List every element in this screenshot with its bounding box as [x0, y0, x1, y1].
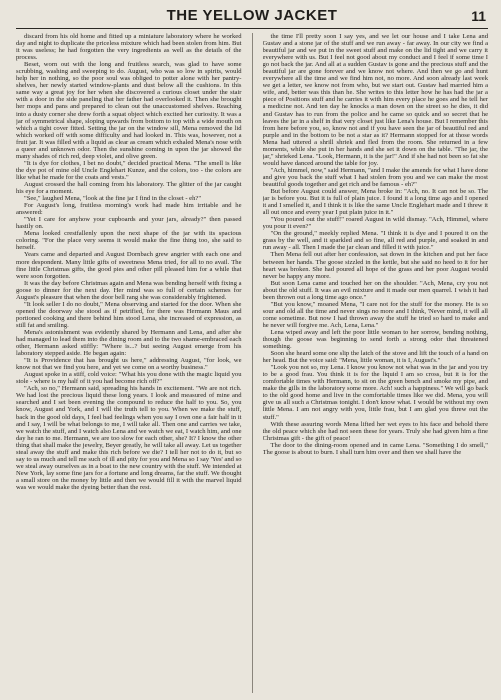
paragraph: It was the day before Christmas again and Mena was bending herself with fixing a goose to dinner for the next day. Her mind was so full of certain schemes for August's pleasure that when the door bell rang she was considerably frightened.: [16, 279, 242, 301]
right-column: [263, 33, 489, 693]
paragraph: "On the ground," meekly replied Mena. "I think it is dye and I poured it on the grass by the well, and it sparkled and so fine, all red and purple, and soaked in and run away - all. Then I made the jar clean and filled it with juice.": [262, 230, 488, 252]
paragraph: "It look seller I do no doubt," Mena observing and started for the door. When she opened the doorway she stood as if petrified, for there was Hermann Maus and portioned cooking and there behind him stood Lena, she increased of expression, as still fat and smiling.: [16, 300, 242, 329]
paragraph: the time I'll pretty soon I say yes, and we let our house and I take Lena and Gustav and a stone jar of the stuff and we run away - far away. In our city we find a beautiful jar and we put in the sweet stuff and make on the lid tight and we carry it everywhere with us. But I feel not good about my conduct and I feel if some time I go not back the jar. And all at a sudden Gustav is gone and the precious stuff and the beautiful jar are gone forever and we know not where. And then we go and hunt everywhere all the time and we find him not, no more. And soon already last week we get a letter, we know not from who, but we start out. Gustav had married him a wife, and, better was this than he. She writes to this letter how he has had the jar a piece of Positions stuff and he carries it with him every place he goes and he tell her a medicine not. And ten day he knocks a man down on the street so he dies, it did and Gustav has to run from the police and he came so quick and so secret that he leaves the jar in a shelf in that very closet just like Lena's house. But I remember this from here before you, so, know not and if you have seen the jar of beautiful red and purple and in the bottom to be not a star as it? Hermann stopped for at those words Mena had uttered a shrill shriek and fled from the room. She returned in a few moments, while she put in her hands and she set it down on the table. "The jar, the jar," shrieked Lena. "Look, Hermann, it is the jar!" And if she had not been so fat she would have danced around the table for joy.: [262, 33, 488, 167]
page-number: 11: [471, 8, 486, 24]
header-rule: [16, 28, 488, 29]
paragraph: "You poured out the stuff!" roared August in wild dismay. "Ach, Himmel, where you pour it even?": [262, 216, 488, 231]
paragraph: August crossed the hall coming from his laboratory. The glitter of the jar caught his eye for a moment.: [16, 180, 242, 196]
paragraph: For August's long, fruitless morning's work had made him irritable and he answered:: [16, 202, 242, 217]
magazine-title: THE YELLOW JACKET: [166, 7, 338, 24]
paragraph: Years came and departed and August Dornbach grew angrier with each one and more despondent. Many little gifts of sweetness Mena tried, for all to no avail. The fine little Christmas gifts, the good pies and other pill pleased him for a while that were soon forgotten.: [16, 251, 242, 280]
text-columns: [16, 33, 488, 693]
paragraph: August spoke in a stiff, cold voice: "What his you done with the magic liquid you stole - where is my half of it you had become rich off?": [16, 371, 242, 386]
paragraph: Then Mena fell out after her confession, sat down in the kitchen and put her face between her hands. The goose sizzled in the kettle, but she said no heed to it for her heart was broken. She had poured all hope of the grass and her poor August would never be happy any more.: [262, 251, 488, 280]
paragraph: "Look you not so, my Lena. I know you know not what was in the jar and you try to be a good frau. You think it is for the liquid I am so cross, but it is for the comfortable times with Hermann, to sit on the green bench and smoke my pipe, and make the gills in the laboratory some more. Ach! such a happiness." We will go back to the old good home and live in the comfortable times like we did. Mena, you will give us all such a Christmas tonight. I don't know what. I would be without my own little Mena. I am not angry with you, little frau, but I am glad you threw out the stuff.": [262, 364, 488, 421]
column-divider: [252, 33, 253, 693]
paragraph: "Yet I care for anyhow your cupboards and your jars, already?" then passed hastily on.: [16, 216, 242, 231]
running-header: [16, 6, 488, 26]
left-column: [16, 33, 242, 693]
paragraph: The door to the dining-room opened and in came Lena. "Something I do smell," The goose is about to burn. I shall turn him over and then we shall have the: [262, 441, 488, 456]
paragraph: "But you know," moaned Mena, "I care not for the stuff for the money. He is so sour and old all the time and never sings no more and I think, 'Never mind, it will all come sometime. But now I had thrown away the stuff he tried so hard to make and he never will forgive me. Ach, Lena, Lena.": [262, 300, 488, 329]
paragraph: Lena wiped away and left the poor little woman to her sorrow, bending nothing, though the goose was beginning to send forth a strong odor that threatened something.: [262, 328, 488, 351]
paragraph: Soon she heard some one slip the latch of the stove and lift the touch of a hand on her head. But the voice said: "Mena, little woman, it is I, August's.": [262, 350, 488, 365]
paragraph: But before August could answer, Mena broke in: "Ach, no. It can not be so. The jar is before you. But it is full of plain juice. I found it a long time ago and I opened it and I smelled it, and I think it is like the same Uncle Englehart made and I threw it all out once and every year I put plain juice in it.": [262, 188, 488, 217]
paragraph: Beset, worn out with the long and fruitless search, was glad to have some scrubbing, washing and sweeping to do. August, who was so low in spirits, would help her in nothing, so the poor soul was obliged to potter alone with her pantry-shelves, her newly started window-plants and dust below all the cushions. In this same way a great joy for her when she discovered a curious closet under the stair with a door in the side paneling that her father had overlooked it. Then she brought her mops and pans and prepared to clean out the unaccustomed shelves. Reaching into a dusty corner she drew forth a squat object which excited her curiosity. It was a jar of symmetrical shape, sloping upwards from bottom to top with a wide mouth on which a tight cover fitted. Setting the jar on the window sill, Mena removed the lid which worked off with some difficulty and had looked in. This was, however, not a fruit jar. It was filled with a liquid as clear as cream which exhaled Mena's nose with a queer and unknown odor. Then the sunshine coming in upon the jar showed the many shades of rich red, deep violet, and olive green.: [16, 61, 242, 160]
paragraph: "It is dye for clothes, I bet no doubt," decided practical Mena. "The smell is like the dye pot of mine old Uncle Englehart Kunze, and the colors, too - the colors are like what he made for the coats and vests.": [16, 159, 242, 181]
paragraph: "Ach, so no," Hermann said, spreading his hands in excitement. "We are not rich. We had lost the precious liquid these long years. I look and measured of mine and searched and I set been evening the compound to reduce the half to you. So, you know, August and York, and I will the truth tell to you. When we make the stuff, back in the good old days, I feel bad feelings when you say I own one a fair half in it and I say, I will be what belongs to me, I will take all. Then one and carries we take, we watch the stuff, and I watch also Lena and we watch we eat, I watch him, and one day he ran to me. Hermann, we are too slow for each other, she? It? I know the other thing that shall make the jewelry, Beyer greatly, he will take all away. Let us together steal away the stuff and make this rich before we die? I tell her not to do it, but so say to us much and tell me such of ill and pity for you and Mena so I say 'Yes' and so we steal away ourselves as in a boat to the new country with the stuff. We intended at New York, lay some fine jars for a fortune and long dreams, far the stuff. We thought a small store on the money by little and then we would fill it with the marvel liquid was we would make the dyeing better than the rest.: [16, 385, 242, 491]
paragraph: discard from his old home and fitted up a miniature laboratory where he worked day and night to duplicate the priceless mixture which had been stolen from him. But it was useless; he had forgotten the very ingredients as well as the details of the process.: [16, 33, 242, 62]
paragraph: "Ach, himmel, now," said Hermann, "and I make the amends for what I have done and give you back the stuff what I had stolen from you and we can make the most beautiful goods together and get rich and be famous - eh?": [262, 166, 488, 188]
paragraph: With these assuring words Mena lifted her wet eyes to his face and behold there the old peace which she had not seen these for years. Truly she had given him a fine Christmas gift - the gift of peace!: [262, 420, 488, 442]
paragraph: Mena looked crestfallenly upon the next shape of the jar with its spacious coloring. "For the place very seems it would make the fine thing too, she said to herself.: [16, 230, 242, 252]
paragraph: "It is Providence that has brought us here," addressing August, "for look, we know not that we find you here, and yet we come on a worthy business.": [16, 357, 242, 372]
paragraph: But soon Lena came and touched her on the shoulder. "Ach, Mena, cry you not about the old stuff. It was an evil mixture and it made our men quarrel. I wish it had been thrown out a long time ago once.": [262, 279, 488, 301]
paragraph: Mena's astonishment was evidently shared by Hermann and Lena, and after she had managed to lead them into the dining room and to the two shame-embraced each other, Hermann asked stiffly: "Where is...? but seeing August emerge from his laboratory stepped aside. He began again:: [16, 328, 242, 358]
paragraph: "See," laughed Mena, "look at the fine jar I find in the closet - eh?": [24, 195, 202, 203]
